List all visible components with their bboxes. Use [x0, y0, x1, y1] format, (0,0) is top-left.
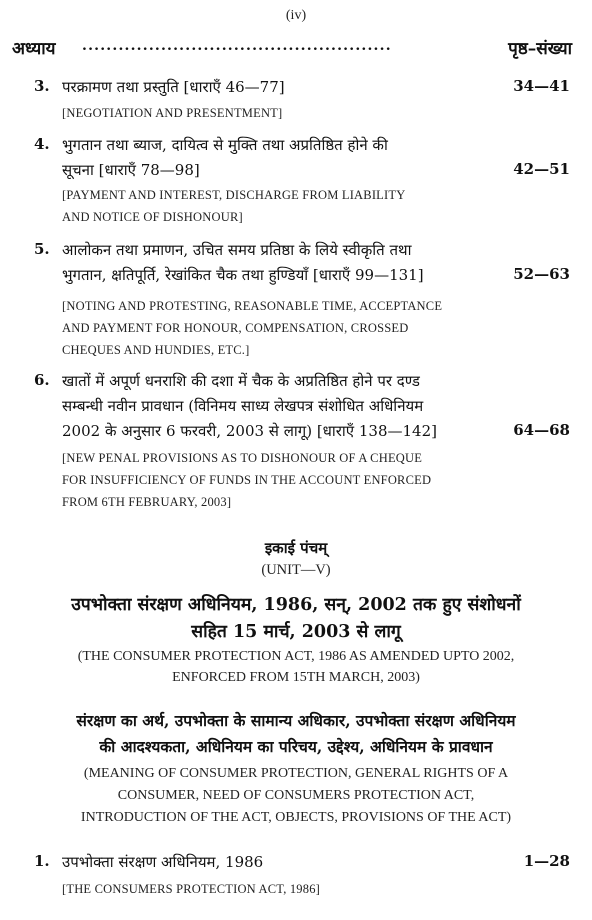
chapter-number: 4. — [34, 135, 50, 153]
act-title-english: ENFORCED FROM 15TH MARCH, 2003) — [172, 670, 420, 685]
act-title-english: (THE CONSUMER PROTECTION ACT, 1986 AS AMENDED UPTO 2002, — [77, 649, 515, 664]
section-heading-hindi: की आदश्यकता, अधिनियम का परिचय, उद्देश्य, अधिनियम के प्रावधान — [99, 737, 493, 756]
chapter-title-hindi: भुगतान तथा ब्याज, दायित्व से मुक्ति तथा अप्रतिष्ठित होने की — [62, 136, 388, 154]
chapter-title-hindi: 2002 के अनुसार 6 फरवरी, 2003 से लागू) [धाराएँ 138—142] — [62, 422, 437, 440]
chapter-number: 3. — [34, 77, 50, 95]
chapter-title-english: FROM 6TH FEBRUARY, 2003] — [62, 495, 232, 509]
chapter-pages: 34—41 — [513, 77, 570, 95]
unit-heading-hindi: इकाई पंचम् — [264, 539, 328, 557]
chapter-pages: 42—51 — [513, 160, 570, 178]
chapter-number: 1. — [34, 852, 50, 870]
chapter-title-english: [THE CONSUMERS PROTECTION ACT, 1986] — [62, 882, 321, 896]
page-number: (iv) — [285, 8, 307, 23]
chapter-title-english: AND NOTICE OF DISHONOUR] — [62, 210, 243, 224]
chapter-title-hindi: आलोकन तथा प्रमाणन, उचित समय प्रतिष्ठा के लिये स्वीकृति तथा — [62, 241, 412, 259]
chapter-pages: 1—28 — [523, 852, 570, 870]
chapter-title-hindi: परक्रामण तथा प्रस्तुति [धाराएँ 46—77] — [62, 78, 285, 96]
unit-heading-english: (UNIT—V) — [261, 562, 331, 578]
chapter-pages: 64—68 — [513, 421, 570, 439]
chapter-title-english: FOR INSUFFICIENCY OF FUNDS IN THE ACCOUNT ENFORCED — [62, 473, 432, 487]
header-chapter-label: अध्याय — [12, 39, 56, 59]
chapter-title-english: [PAYMENT AND INTEREST, DISCHARGE FROM LIABILITY — [62, 188, 406, 202]
section-heading-hindi: संरक्षण का अर्थ, उपभोक्ता के सामान्य अधिकार, उपभोक्ता संरक्षण अधिनियम — [76, 711, 516, 730]
act-title-hindi: सहित 15 मार्च, 2003 से लागू — [191, 622, 401, 642]
act-title-hindi: उपभोक्ता संरक्षण अधिनियम, 1986, सन्, 2002 तक हुए संशोधनों — [71, 595, 521, 615]
section-heading-english: CONSUMER, NEED OF CONSUMERS PROTECTION ACT, — [117, 788, 475, 803]
section-heading-english: INTRODUCTION OF THE ACT, OBJECTS, PROVISIONS OF THE ACT) — [80, 810, 512, 825]
chapter-title-hindi: सम्बन्धी नवीन प्रावधान (विनिमय साध्य लेखपत्र संशोधित अधिनियम — [62, 397, 424, 415]
chapter-title-hindi: उपभोक्ता संरक्षण अधिनियम, 1986 — [62, 853, 264, 871]
chapter-pages: 52—63 — [513, 265, 570, 283]
chapter-title-english: [NEGOTIATION AND PRESENTMENT] — [62, 106, 283, 120]
chapter-title-english: [NOTING AND PROTESTING, REASONABLE TIME, ACCEPTANCE — [62, 299, 443, 313]
chapter-title-hindi: भुगतान, क्षतिपूर्ति, रेखांकित चैक तथा हुण्डियाँ [धाराएँ 99—131] — [62, 266, 424, 284]
chapter-title-hindi: खातों में अपूर्ण धनराशि की दशा में चैक के अप्रतिष्ठित होने पर दण्ड — [62, 372, 420, 390]
header-page-label: पृष्ठ–संख्या — [508, 39, 572, 59]
chapter-title-english: [NEW PENAL PROVISIONS AS TO DISHONOUR OF A CHEQUE — [62, 451, 423, 465]
chapter-number: 6. — [34, 371, 50, 389]
chapter-title-hindi: सूचना [धाराएँ 78—98] — [62, 161, 200, 179]
chapter-title-english: CHEQUES AND HUNDIES, ETC.] — [62, 343, 250, 357]
section-heading-english: (MEANING OF CONSUMER PROTECTION, GENERAL RIGHTS OF A — [83, 766, 509, 781]
chapter-title-english: AND PAYMENT FOR HONOUR, COMPENSATION, CROSSED — [62, 321, 409, 335]
header-leader-dots: ................................................... — [82, 38, 392, 54]
chapter-number: 5. — [34, 240, 50, 258]
